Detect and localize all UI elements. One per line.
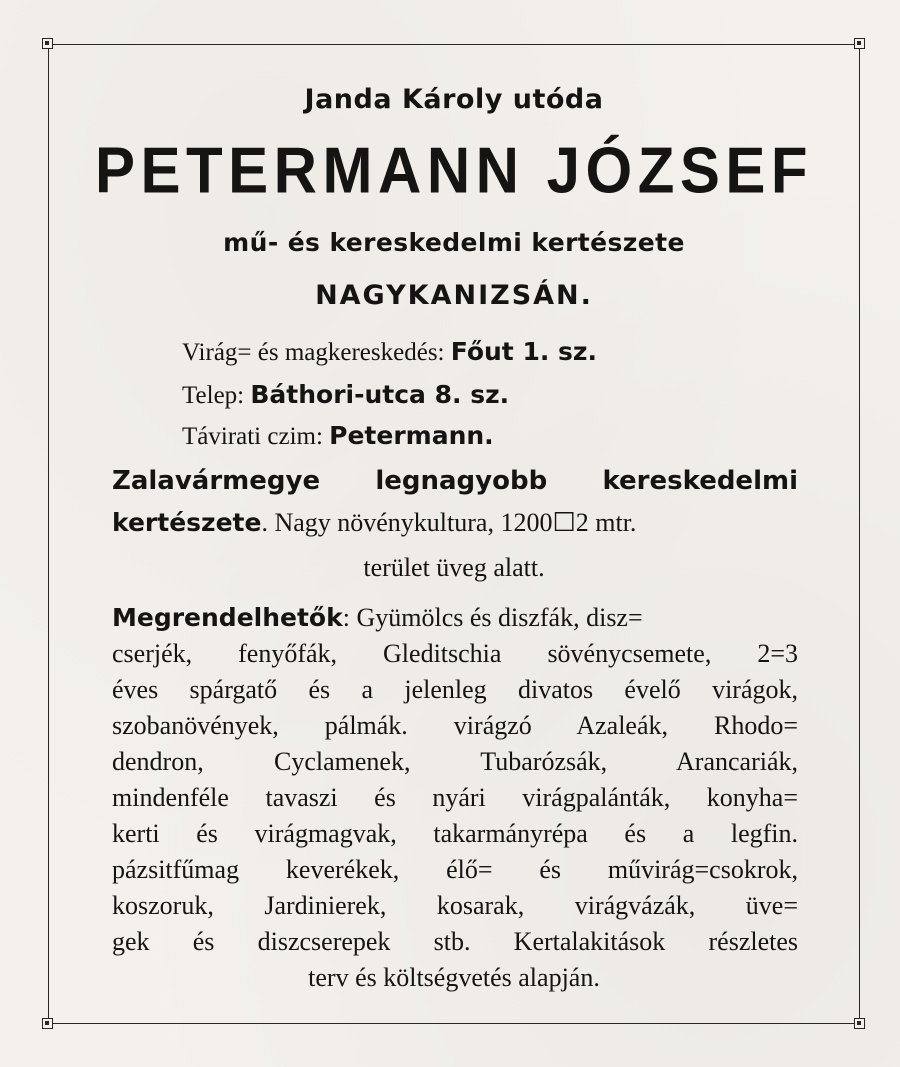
info-value: Főut 1. sz. <box>450 337 597 366</box>
offer-text: cserjék, fenyőfák, Gleditschia sövénycsemete, 2=3 <box>112 639 798 668</box>
description-text: Zalavármegye legnagyobb kereskedelmi <box>112 466 798 496</box>
info-value: Báthori-utca 8. sz. <box>250 380 510 409</box>
offer-line <box>112 639 798 669</box>
offer-text: gek és diszcserepek stb. Kertalakitások részletes <box>112 927 798 956</box>
offer-text: kerti és virágmagvak, takarmányrépa és a legfin. <box>112 819 798 848</box>
offer-line <box>112 783 798 813</box>
info-label: Távirati czim: <box>182 423 323 450</box>
offer-text: éves spárgatő és a jelenleg divatos évelő virágok, <box>112 675 798 704</box>
corner-ornament <box>42 1018 53 1029</box>
telegraph-address <box>182 421 494 451</box>
offer-text: pázsitfűmag keverékek, élő= és művirág=csokrok, <box>112 855 798 884</box>
corner-ornament <box>854 38 865 49</box>
info-value: Petermann. <box>329 421 494 450</box>
info-label: Virág= és magkereskedés: <box>182 339 445 366</box>
offer-line <box>112 603 798 633</box>
nursery-address <box>182 380 509 410</box>
description-line <box>112 508 798 538</box>
corner-ornament <box>42 38 53 49</box>
offer-line <box>112 819 798 849</box>
description-line <box>112 466 798 496</box>
offer-text: dendron, Cyclamenek, Tubarózsák, Arancariák, <box>112 747 798 776</box>
description-line: terület üveg alatt. <box>363 553 545 582</box>
description-bold: kertészete <box>112 508 262 537</box>
info-label: Telep: <box>182 382 245 409</box>
city-name: NAGYKANIZSÁN. <box>315 280 593 311</box>
corner-ornament <box>854 1018 865 1029</box>
offer-lead: Megrendelhetők <box>112 603 343 632</box>
offer-line <box>112 711 798 741</box>
offer-text: : Gyümölcs és diszfák, disz= <box>342 603 643 632</box>
successor-line: Janda Károly utóda <box>304 84 604 115</box>
business-name: PETERMANN JÓZSEF <box>94 134 814 207</box>
offer-text: koszoruk, Jardinierek, kosarak, virágvázák, üve= <box>112 891 798 920</box>
offer-line <box>112 855 798 885</box>
offer-line <box>112 747 798 777</box>
offer-line <box>112 675 798 705</box>
offer-line <box>112 891 798 921</box>
offer-text: szobanövények, pálmák. virágzó Azaleák, Rhodo= <box>112 711 798 740</box>
offer-line: terv és költségvetés alapján. <box>308 963 600 992</box>
nursery-description: mű- és kereskedelmi kertészete <box>223 228 685 257</box>
offer-text: mindenféle tavaszi és nyári virágpalánták, konyha= <box>112 783 798 812</box>
description-text: . Nagy növénykultura, 1200☐2 mtr. <box>261 508 637 537</box>
offer-line <box>112 927 798 957</box>
shop-address <box>182 337 597 367</box>
